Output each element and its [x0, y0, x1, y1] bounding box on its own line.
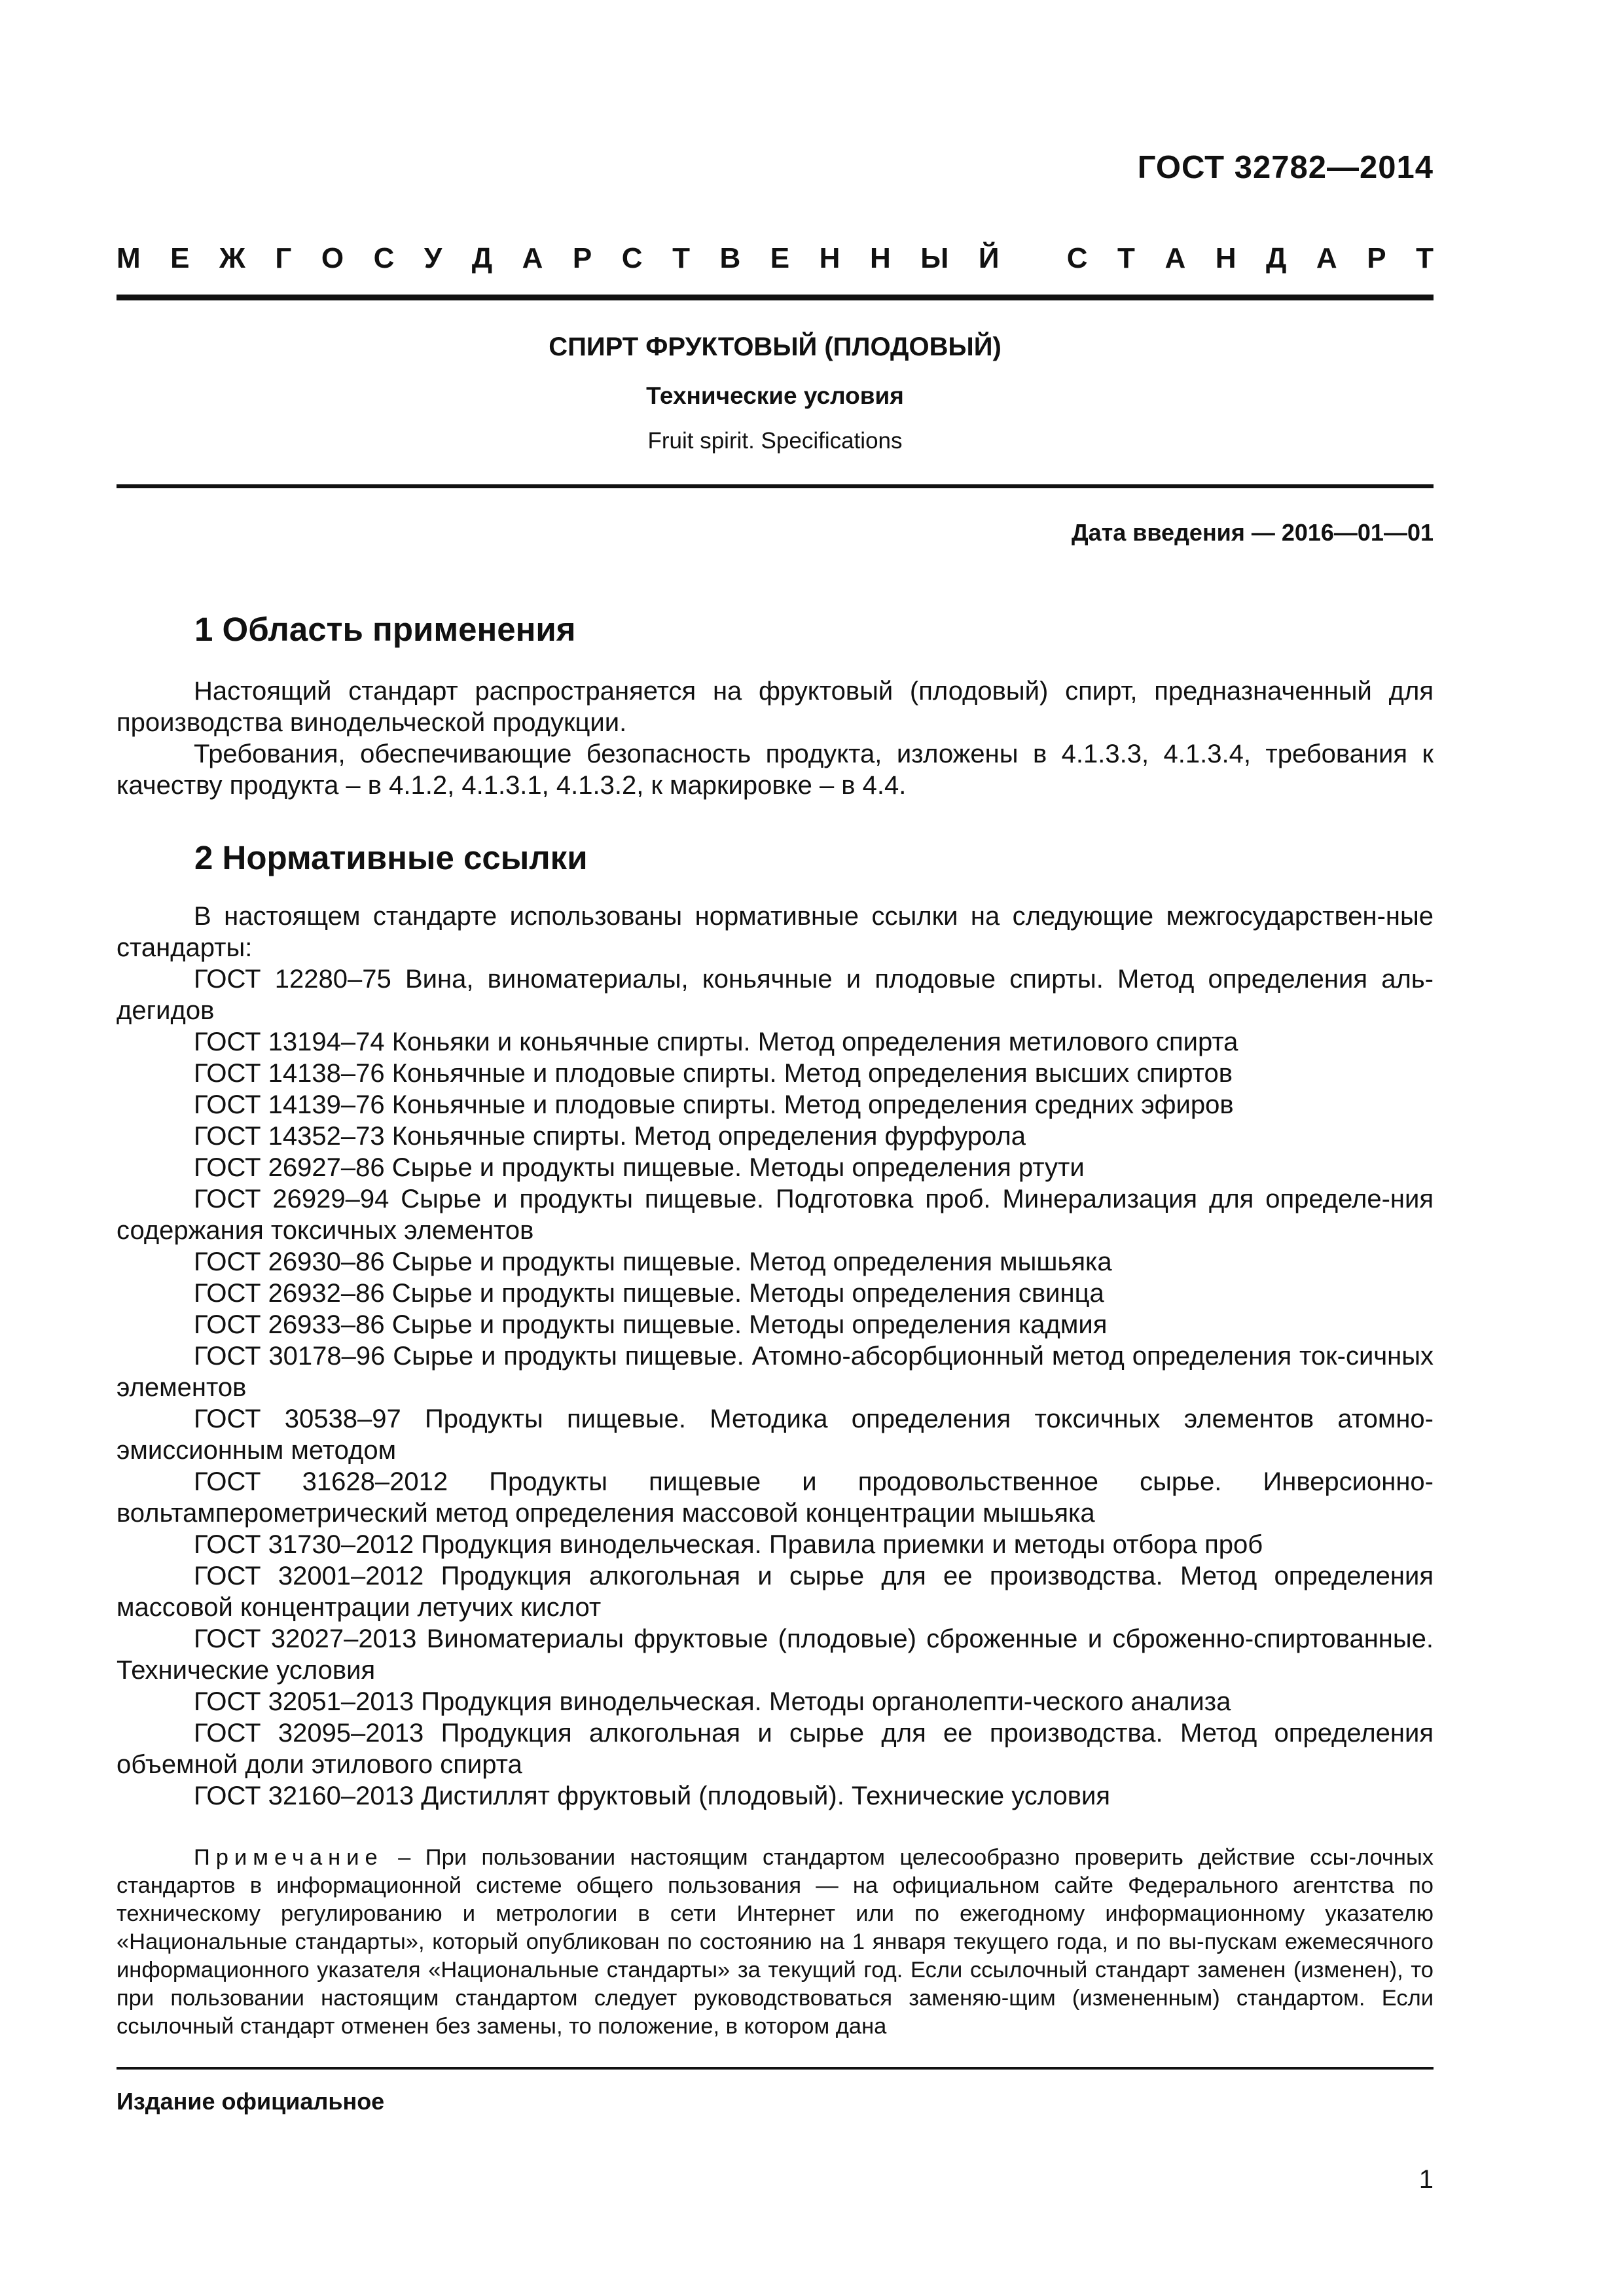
- paragraph: Настоящий стандарт распространяется на фруктовый (плодовый) спирт, предназначенный для производства винодельческой продукции.: [117, 677, 1434, 737]
- reference-item: ГОСТ 26932–86 Сырье и продукты пищевые. Методы определения свинца: [194, 1279, 1104, 1308]
- reference-item: ГОСТ 30178–96 Сырье и продукты пищевые. Атомно-абсорбционный метод определения ток-сичных элементов: [117, 1342, 1434, 1402]
- banner-letter: Ж: [219, 242, 245, 274]
- reference-item: ГОСТ 32001–2012 Продукция алкогольная и сырье для ее производства. Метод определения массовой концентрации летучих кислот: [117, 1562, 1434, 1622]
- banner-letter: С: [373, 242, 395, 274]
- section-scope-body: [117, 675, 1434, 801]
- banner-gap: [1029, 242, 1037, 275]
- section-heading-scope: 1 Область применения: [194, 611, 576, 648]
- gost-number: ГОСТ 32782—2014: [1137, 150, 1434, 185]
- note-label: Примечание: [194, 1845, 384, 1870]
- banner-letter: У: [424, 242, 442, 274]
- reference-item: ГОСТ 12280–75 Вина, виноматериалы, коньячные и плодовые спирты. Метод определения аль-дегидов: [117, 965, 1434, 1025]
- reference-item: ГОСТ 14139–76 Коньячные и плодовые спирты. Метод определения средних эфиров: [194, 1090, 1234, 1119]
- banner-letter: Г: [275, 242, 292, 274]
- reference-item: ГОСТ 26927–86 Сырье и продукты пищевые. Методы определения ртути: [194, 1153, 1085, 1182]
- banner-letter: Р: [572, 242, 592, 274]
- banner-letter: Й: [978, 242, 1000, 274]
- banner-letter: Р: [1367, 242, 1386, 274]
- reference-item: ГОСТ 14352–73 Коньячные спирты. Метод определения фурфурола: [194, 1122, 1026, 1151]
- banner-letter: С: [621, 242, 643, 274]
- note-paragraph: [117, 1844, 1434, 2041]
- banner-letter: Н: [1215, 242, 1236, 274]
- section-heading-references: 2 Нормативные ссылки: [194, 839, 588, 876]
- reference-item: ГОСТ 30538–97 Продукты пищевые. Методика определения токсичных элементов атомно-эмиссионным методом: [117, 1405, 1434, 1465]
- banner-letter: С: [1066, 242, 1088, 274]
- banner-letter: Е: [170, 242, 190, 274]
- reference-item: ГОСТ 26930–86 Сырье и продукты пищевые. Метод определения мышьяка: [194, 1247, 1112, 1276]
- document-subtitle: Технические условия: [646, 382, 904, 409]
- banner-letter: Т: [672, 242, 690, 274]
- banner-letter: А: [1164, 242, 1186, 274]
- banner-letter: Д: [1266, 242, 1287, 274]
- paragraph: Требования, обеспечивающие безопасность продукта, изложены в 4.1.3.3, 4.1.3.4, требования к качеству продукта – в 4.1.2, 4.1.3.1, 4.1.3.2, к маркировке – в 4.4.: [117, 740, 1434, 800]
- banner-letter: Н: [819, 242, 840, 274]
- note-text: – При пользовании настоящим стандартом целесообразно проверить действие ссы-лочных стандартов в информационной системе общего пользования — на официальном сайте Федерального агентства по техническому регулированию и метрологии в сети Интернет или по ежегодному информационному указателю «Национальные стандарты», который опубликован по состоянию на 1 января текущего года, и по вы-пускам ежемесячного информационного указателя «Национальные стандарты» за текущий год. Если ссылочный стандарт заменен (изменен), то при пользовании настоящим стандартом следует руководствоваться заменяю-щим (измененным) стандартом. Если ссылочный стандарт отменен без замены, то положение, в котором дана: [117, 1845, 1434, 2039]
- reference-item: ГОСТ 14138–76 Коньячные и плодовые спирты. Метод определения высших спиртов: [194, 1059, 1233, 1088]
- banner-letter: Т: [1117, 242, 1135, 274]
- normative-references-list: [117, 901, 1434, 1812]
- reference-item: ГОСТ 31628–2012 Продукты пищевые и продовольственное сырье. Инверсионно-вольтамперометрический метод определения массовой концентрации мышьяка: [117, 1467, 1434, 1528]
- reference-item: ГОСТ 32160–2013 Дистиллят фруктовый (плодовый). Технические условия: [194, 1782, 1111, 1810]
- header-divider: [117, 295, 1434, 300]
- reference-item: ГОСТ 13194–74 Коньяки и коньячные спирты. Метод определения метилового спирта: [194, 1028, 1238, 1056]
- banner-letter: В: [719, 242, 741, 274]
- title-divider: [117, 484, 1434, 488]
- reference-item: ГОСТ 32051–2013 Продукция винодельческая. Методы органолепти-ческого анализа: [194, 1687, 1231, 1716]
- footer-divider: [117, 2067, 1434, 2070]
- reference-item: ГОСТ 32027–2013 Виноматериалы фруктовые (плодовые) сброженные и сброженно-спиртованные. Технические условия: [117, 1624, 1434, 1685]
- banner-letter: А: [1316, 242, 1337, 274]
- banner-letter: М: [117, 242, 141, 274]
- introduction-date: Дата введения — 2016—01—01: [1071, 519, 1434, 546]
- interstate-standard-banner: [117, 242, 1434, 275]
- reference-item: ГОСТ 31730–2012 Продукция винодельческая. Правила приемки и методы отбора проб: [194, 1530, 1263, 1559]
- banner-letter: Н: [869, 242, 891, 274]
- reference-item: ГОСТ 32095–2013 Продукция алкогольная и сырье для ее производства. Метод определения объемной доли этилового спирта: [117, 1719, 1434, 1779]
- banner-letter: Е: [770, 242, 790, 274]
- official-edition-label: Издание официальное: [117, 2088, 385, 2115]
- document-title-english: Fruit spirit. Specifications: [647, 428, 903, 454]
- banner-letter: Ы: [920, 242, 949, 274]
- banner-letter: О: [321, 242, 344, 274]
- banner-letter: Д: [471, 242, 493, 274]
- reference-item: ГОСТ 26933–86 Сырье и продукты пищевые. Методы определения кадмия: [194, 1310, 1108, 1339]
- banner-letter: А: [522, 242, 543, 274]
- page-number: 1: [1418, 2165, 1434, 2194]
- references-intro: В настоящем стандарте использованы нормативные ссылки на следующие межгосударствен-ные стандарты:: [117, 902, 1434, 962]
- document-title: СПИРТ ФРУКТОВЫЙ (ПЛОДОВЫЙ): [549, 332, 1001, 361]
- reference-item: ГОСТ 26929–94 Сырье и продукты пищевые. Подготовка проб. Минерализация для определе-ния содержания токсичных элементов: [117, 1185, 1434, 1245]
- banner-letter: Т: [1416, 242, 1434, 274]
